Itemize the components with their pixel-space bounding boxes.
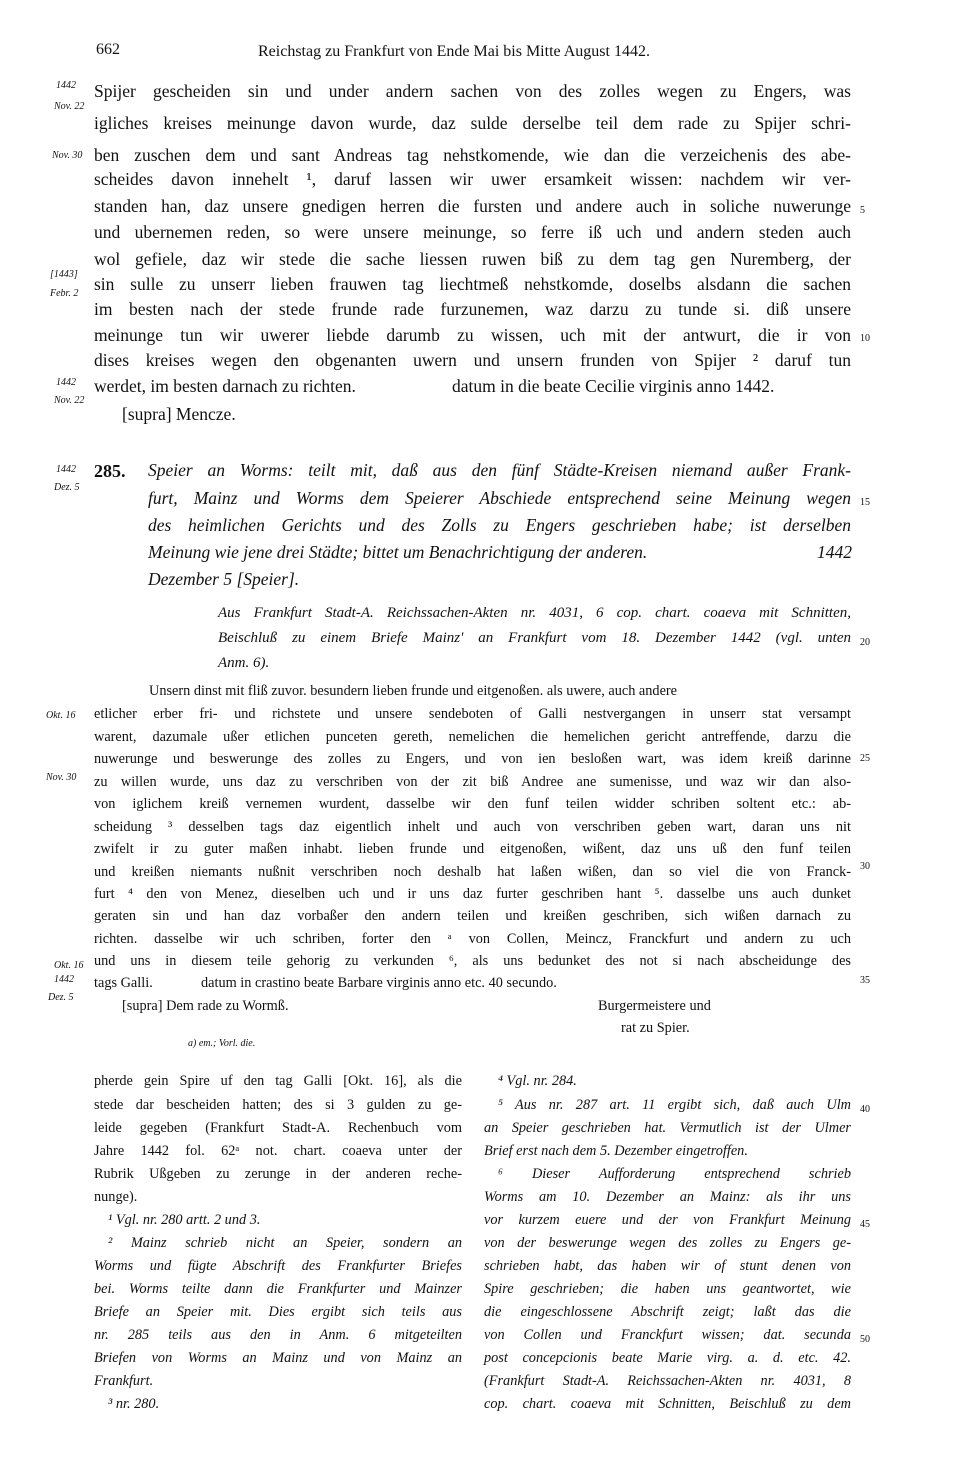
text-line: Unsern dinst mit fliß zuvor. besundern lieben frunde und eitgenoßen. als uwere, auch andere <box>149 683 678 699</box>
margin-date: Okt. 16 <box>54 960 84 971</box>
margin-date: Nov. 22 <box>54 395 85 406</box>
line-number: 45 <box>860 1219 870 1230</box>
footnote-line: die eingeschlossene Abschrift zeigt; laßt das die <box>484 1304 851 1320</box>
footnote-line: (Frankfurt Stadt-A. Reichssachen-Akten nr. 4031, 8 <box>484 1373 851 1389</box>
text-line: igliches kreises meinunge davon wurde, daz sulde derselbe teil dem rade zu Spijer schri- <box>94 113 851 133</box>
text-line: furt ⁴ den von Menez, dieselben uch und ir uns daz furter geschriben hant ⁵. dasselbe uns auch dunket <box>94 886 851 902</box>
source-line: Anm. 6). <box>218 655 270 671</box>
dating-line: datum in crastino beate Barbare virginis anno etc. 40 secundo. <box>201 975 557 991</box>
line-number: 10 <box>860 333 870 344</box>
text-line: nuwerunge und beswerunge des zolles zu Engers, und von ien besloßen wart, was idem kreiß darinne <box>94 751 851 767</box>
text-line: ben zuschen dem und sant Andreas tag nehstkomende, wie dan die verzeichenis des abe- <box>94 145 851 165</box>
margin-date: Febr. 2 <box>50 288 79 299</box>
line-number: 15 <box>860 497 870 508</box>
footnote-line: nunge). <box>94 1189 138 1205</box>
text-line: Spijer gescheiden sin und under andern sachen von des zolles wegen zu Engers, was <box>94 81 851 101</box>
text-line: richten. dasselbe wir uch schriben, forter den ᵃ von Collen, Meincz, Franckfurt und andern zu uch <box>94 931 851 947</box>
text-line: zu willen wurde, uns daz zu verschriben von der zit biß Andree ane sumenisse, und waz wir dan also- <box>94 774 851 790</box>
text-line: standen han, daz unsere gnedigen herren die fursten und andere auch in soliche nuwerunge <box>94 196 851 216</box>
footnote-line: pherde gein Spire uf den tag Galli [Okt. 16], als die <box>94 1073 462 1089</box>
text-line: scheidung ³ desselben tags daz eigentlich inhelt und auch von verschriben geben wart, daran uns nit <box>94 819 851 835</box>
margin-date: [1443] <box>50 269 78 280</box>
footnote-line: schrieben habt, das haben wir of stunt denen von <box>484 1258 851 1274</box>
footnote-line: ¹ Vgl. nr. 280 artt. 2 und 3. <box>108 1212 261 1228</box>
footnote-line: nr. 285 teils aus den in Anm. 6 mitgeteilten <box>94 1327 462 1343</box>
line-number: 25 <box>860 753 870 764</box>
margin-date: Dez. 5 <box>48 992 74 1003</box>
margin-date: 1442 <box>54 974 74 985</box>
regest-line: Dezember 5 [Speier]. <box>148 569 300 589</box>
footnote-line: ⁶ Dieser Aufforderung entsprechend schrieb <box>498 1166 851 1182</box>
signature-right: Burgermeistere und <box>598 998 711 1014</box>
footnote-line: Jahre 1442 fol. 62ᵃ not. chart. coaeva unter der <box>94 1143 462 1159</box>
footnote-line: Spire geschrieben; die haben uns geantwortet, wie <box>484 1281 851 1297</box>
footnote-line: Briefen von Worms an Mainz und von Mainz an <box>94 1350 462 1366</box>
dating-line: datum in die beate Cecilie virginis anno 1442. <box>452 376 775 396</box>
text-line: und ubernemen reden, so were unsere meinunge, so ferre iß uch und andern steden auch <box>94 222 851 242</box>
footnote-line: Rubrik Ußgeben zu zerunge in der anderen reche- <box>94 1166 462 1182</box>
text-line: etlicher erber fri- und richstete und unsere sendeboten of Galli nestvergangen in unserr stat versampt <box>94 706 851 722</box>
text-line: wol gefiele, daz wir stede die sache liessen ruwen biß zu dem tag gen Nuremberg, der <box>94 249 851 269</box>
footnote-line: Worms und fügte Abschrift des Frankfurter Briefes <box>94 1258 462 1274</box>
footnote-line: an Speier geschrieben hat. Vermutlich ist der Ulmer <box>484 1120 851 1136</box>
margin-date: Nov. 22 <box>54 101 85 112</box>
footnote-line: ³ nr. 280. <box>108 1396 160 1412</box>
regest-line: des heimlichen Gerichts und des Zolls zu Engers geschrieben habe; ist derselben <box>148 515 851 535</box>
margin-date: Okt. 16 <box>46 710 76 721</box>
regest-line: Speier an Worms: teilt mit, daß aus den fünf Städte-Kreisen niemand außer Frank- <box>148 460 851 480</box>
footnote-line: leide gegeben (Frankfurt Stadt-A. Rechenbuch vom <box>94 1120 462 1136</box>
footnote-line: Brief erst nach dem 5. Dezember eingetroffen. <box>484 1143 748 1159</box>
line-number: 30 <box>860 861 870 872</box>
text-line: von iglichem kreiß vernemen wurdent, dasselbe wir den funf teilen widder schriben soltent etc.: ab- <box>94 796 851 812</box>
document-number: 285. <box>94 461 126 481</box>
text-line: werdet, im besten darnach zu richten. <box>94 376 356 396</box>
line-number: 35 <box>860 975 870 986</box>
margin-date: 1442 <box>56 80 76 91</box>
line-number: 40 <box>860 1104 870 1115</box>
footnote-line: stede dar bescheiden hatten; des si 3 gulden zu ge- <box>94 1097 462 1113</box>
footnote-line: ⁵ Aus nr. 287 art. 11 ergibt sich, daß auch Ulm <box>498 1097 851 1113</box>
line-number: 20 <box>860 637 870 648</box>
signature-left: [supra] Dem rade zu Wormß. <box>122 998 289 1014</box>
margin-date: 1442 <box>56 464 76 475</box>
text-line: zwifelt ir zu guter maßen inhabt. lieben frunde und eitgenoßen, wißent, daz uns uß den funf teilen <box>94 841 851 857</box>
text-line: scheides davon innehelt ¹, daruf lassen wir uwer ersamkeit wissen: nachdem wir ver- <box>94 169 851 189</box>
text-line: und kreißen niemants nußnit verschriben noch deshalb hat laßen wißen, dan so viel die von Franck- <box>94 864 851 880</box>
footnote-line: ⁴ Vgl. nr. 284. <box>498 1073 577 1089</box>
signature: [supra] Mencze. <box>122 404 236 424</box>
text-line: meinunge tun wir uwerer liebde darumb zu wissen, uch mit der antwurt, die ir von <box>94 325 851 345</box>
margin-date: Dez. 5 <box>54 482 80 493</box>
footnote-line: von Collen und Franckfurt wissen; dat. secunda <box>484 1327 851 1343</box>
regest-line: Meinung wie jene drei Städte; bittet um Benachrichtigung der anderen. <box>148 542 648 562</box>
running-title: Reichstag zu Frankfurt von Ende Mai bis Mitte August 1442. <box>258 43 650 60</box>
margin-date: Nov. 30 <box>46 772 77 783</box>
footnote-line: post concepcionis beate Marie virg. a. d. etc. 42. <box>484 1350 851 1366</box>
text-line: warent, dazumale ußer etlichen punceten gereth, nemelichen die hemelichen gericht antreffende, darzu die <box>94 729 851 745</box>
footnote-line: Briefe an Speier mit. Dies ergibt sich teils aus <box>94 1304 462 1320</box>
signature-right: rat zu Spier. <box>621 1020 690 1036</box>
regest-year: 1442 <box>817 542 852 562</box>
line-number: 5 <box>860 205 865 216</box>
footnote-line: cop. chart. coaeva mit Schnitten, Beischluß zu dem <box>484 1396 851 1412</box>
line-number: 50 <box>860 1334 870 1345</box>
margin-date: 1442 <box>56 377 76 388</box>
text-line: tags Galli. <box>94 975 153 991</box>
text-line: dises kreises wegen den obgenanten uwern und unsern frunden von Spijer ² daruf tun <box>94 350 851 370</box>
footnote-line: vor kurzem euere und der von Frankfurt Meinung <box>484 1212 851 1228</box>
text-line: im besten nach der stede frunde rade furzunemen, waz darzu zu tunde si. diß unsere <box>94 299 851 319</box>
source-line: Aus Frankfurt Stadt-A. Reichssachen-Akten nr. 4031, 6 cop. chart. coaeva mit Schnitten, <box>218 605 851 621</box>
variant-note: a) em.; Vorl. die. <box>188 1038 256 1049</box>
footnote-line: bei. Worms teilte dann die Frankfurter und Mainzer <box>94 1281 462 1297</box>
footnote-line: von der beswerunge wegen des zolles zu Engers ge- <box>484 1235 851 1251</box>
margin-date: Nov. 30 <box>52 150 83 161</box>
page-number: 662 <box>96 41 120 58</box>
text-line: sin sulle zu unserr lieben frauwen tag liechtmeß nehstkomde, doselbs alsdann die sachen <box>94 274 851 294</box>
footnote-line: Frankfurt. <box>94 1373 154 1389</box>
footnote-line: Worms am 10. Dezember an Mainz: als ihr uns <box>484 1189 851 1205</box>
regest-line: furt, Mainz und Worms dem Speierer Abschiede entsprechend seine Meinung wegen <box>148 488 851 508</box>
text-line: geraten sin und han daz vorbaßer den andern teilen und kreißen geschriben, sich wißen darnach zu <box>94 908 851 924</box>
footnote-line: ² Mainz schrieb nicht an Speier, sondern an <box>108 1235 462 1251</box>
text-line: und uns in diesem teile gehorig zu verkunden ⁶, als uns bedunket des not si nach abscheidunge des <box>94 953 851 969</box>
source-line: Beischluß zu einem Briefe Mainz' an Frankfurt vom 18. Dezember 1442 (vgl. unten <box>218 630 851 646</box>
